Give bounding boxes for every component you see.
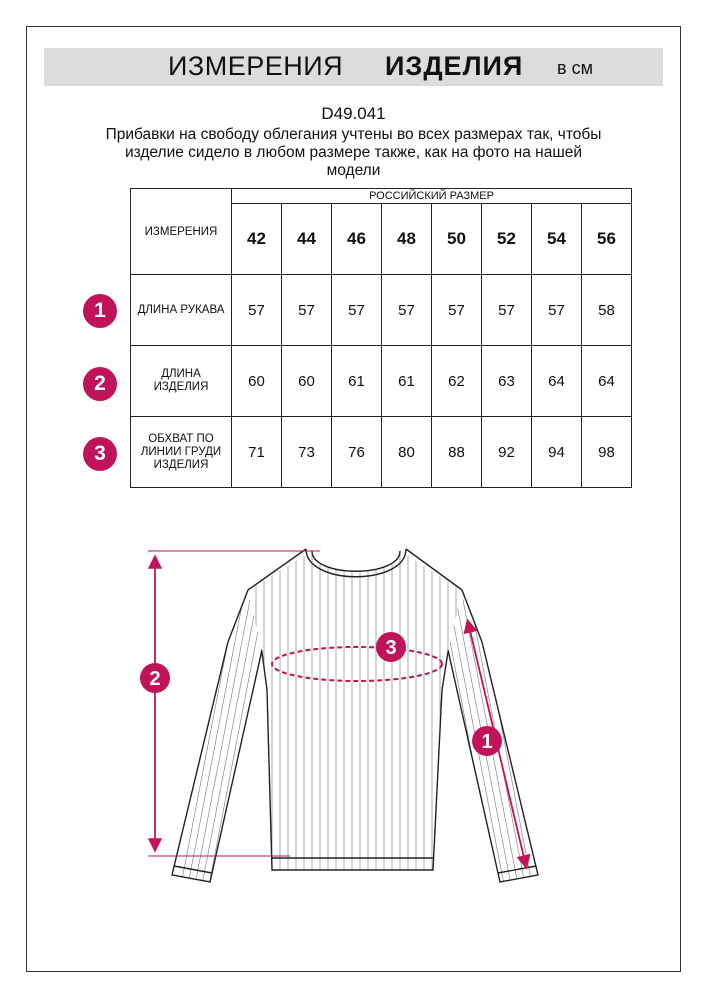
size-header: 50	[432, 204, 482, 275]
row-number-badge: 2	[83, 367, 117, 401]
row-label-line: ЛИНИИ ГРУДИ	[140, 445, 222, 458]
chest-girth-ellipse	[272, 647, 442, 681]
table-cell: 57	[532, 275, 582, 346]
table-cell: 57	[432, 275, 482, 346]
table-cell: 60	[282, 346, 332, 417]
row-label-line: ИЗДЕЛИЯ	[153, 458, 209, 471]
row-label-line: ДЛИНА	[161, 368, 201, 380]
size-header: 52	[482, 204, 532, 275]
table-cell: 57	[482, 275, 532, 346]
table-cell: 71	[232, 417, 282, 488]
row-number-badge: 1	[83, 294, 117, 328]
length-measure	[148, 551, 320, 856]
diagram-badge-label: 3	[385, 637, 397, 659]
size-header: 54	[532, 204, 582, 275]
row-number-badge: 3	[83, 437, 117, 471]
size-header: 44	[282, 204, 332, 275]
header-title-product: ИЗДЕЛИЯ	[385, 51, 524, 81]
row-label-line: ДЛИНА РУКАВА	[137, 303, 225, 316]
header-unit: в см	[557, 58, 593, 78]
table-cell: 76	[332, 417, 382, 488]
row-label-line: ОБХВАТ ПО	[148, 432, 214, 445]
table-cell: 58	[582, 275, 632, 346]
table-cell: 94	[532, 417, 582, 488]
size-header: 48	[382, 204, 432, 275]
left-sleeve-ribs	[180, 600, 271, 890]
table-cell: 57	[282, 275, 332, 346]
diagram-badge-2	[140, 663, 170, 693]
diagram-badge-3	[376, 632, 406, 662]
product-code: D49.041	[321, 104, 386, 123]
diagram-badge-1	[472, 726, 502, 756]
measurements-header: ИЗМЕРЕНИЯ	[131, 189, 232, 275]
table-cell: 98	[582, 417, 632, 488]
size-header: 46	[332, 204, 382, 275]
header-title-measurements: ИЗМЕРЕНИЯ	[168, 51, 344, 81]
table-cell: 57	[332, 275, 382, 346]
row-label-line: ИЗДЕЛИЯ	[153, 381, 209, 393]
table-cell: 64	[582, 346, 632, 417]
table-cell: 63	[482, 346, 532, 417]
fit-note: Прибавки на свободу облегания учтены во всех размерах так, чтобы изделие сидело в любом размере также, как на фото на нашей модели	[105, 126, 602, 179]
table-cell: 61	[332, 346, 382, 417]
size-header: 42	[232, 204, 282, 275]
table-cell: 92	[482, 417, 532, 488]
table-cell: 57	[382, 275, 432, 346]
diagram-badge-label: 1	[481, 731, 493, 753]
body-ribs	[256, 540, 456, 880]
table-cell: 60	[232, 346, 282, 417]
diagram-badge-label: 2	[149, 668, 161, 690]
size-header: 56	[582, 204, 632, 275]
table-cell: 80	[382, 417, 432, 488]
table-cell: 88	[432, 417, 482, 488]
size-system-header: РОССИЙСКИЙ РАЗМЕР	[232, 189, 632, 204]
table-cell: 61	[382, 346, 432, 417]
table-cell: 57	[232, 275, 282, 346]
sweater-outline	[172, 549, 538, 882]
table-cell: 64	[532, 346, 582, 417]
table-cell: 73	[282, 417, 332, 488]
table-cell: 62	[432, 346, 482, 417]
